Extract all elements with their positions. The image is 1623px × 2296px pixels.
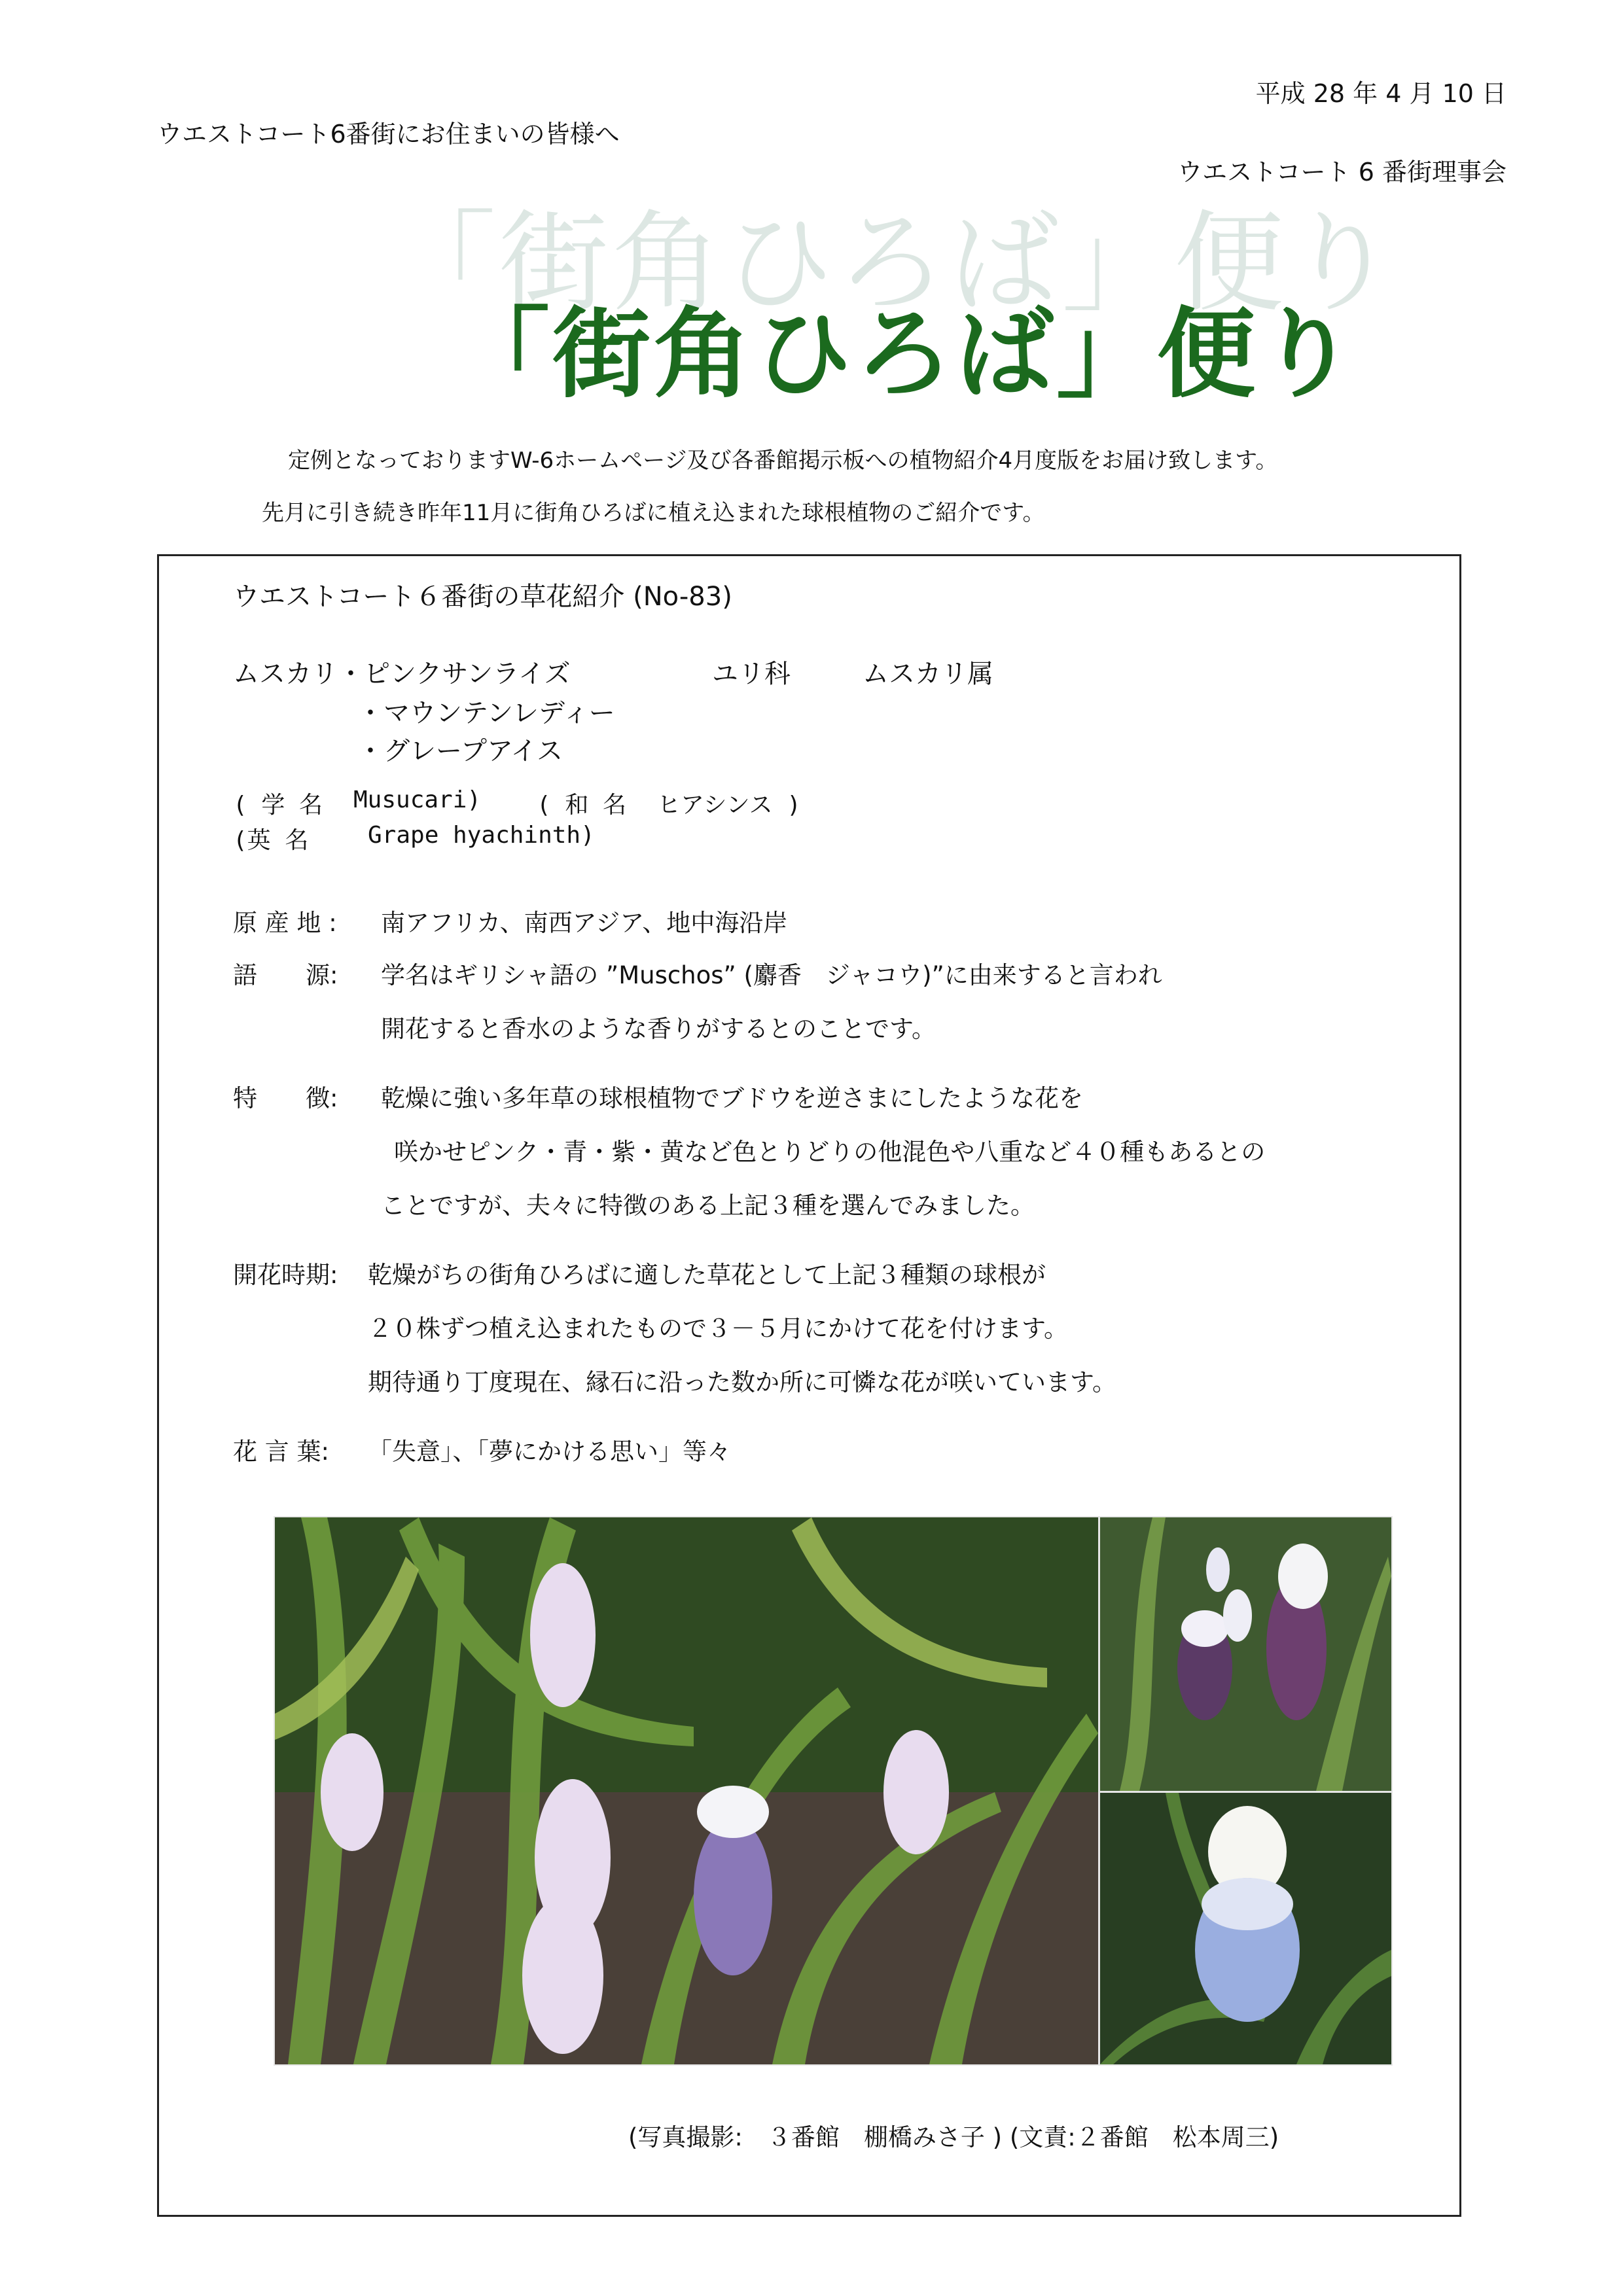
muscari-photo-main bbox=[274, 1516, 1099, 2066]
sender: ウエストコート 6 番街理事会 bbox=[1177, 158, 1507, 186]
muscari-photo-bottom-right bbox=[1099, 1792, 1393, 2066]
jp-name-label: ( 和 名 bbox=[537, 792, 627, 819]
sci-name: Musucari) bbox=[353, 786, 482, 813]
etymology-label: 語 源: bbox=[233, 961, 338, 989]
plant-name: ムスカリ・ピンクサンライズ bbox=[233, 659, 571, 689]
photo-credit: (写真撮影: ３番館 棚橋みさ子 ) (文責:２番館 松本周三) bbox=[628, 2123, 1279, 2151]
features-line-2: 咲かせピンク・青・紫・黄など色とりどりの他混色や八重など４０種もあるとの bbox=[394, 1138, 1266, 1166]
variety-3: ・グレープアイス bbox=[357, 736, 563, 766]
etymology-line-2: 開花すると香水のような香りがするとのことです。 bbox=[381, 1015, 936, 1043]
title-shadow: 「街角ひろば」便り bbox=[386, 199, 1399, 327]
flower-language-text: 「失意」、「夢にかける思い」等々 bbox=[368, 1438, 731, 1466]
en-name-label: (英 名 bbox=[233, 827, 309, 854]
etymology-line-1: 学名はギリシャ語の ”Muschos” (麝香 ジャコウ)”に由来すると言われ bbox=[381, 961, 1162, 989]
flower-language-label: 花 言 葉: bbox=[233, 1438, 329, 1466]
bloom-line-3: 期待通り丁度現在、縁石に沿った数か所に可憐な花が咲いています。 bbox=[368, 1368, 1117, 1396]
plant-family: ユリ科 bbox=[712, 659, 791, 689]
origin-label: 原 産 地 : bbox=[233, 909, 337, 937]
article-heading: ウエストコート６番街の草花紹介 (No-83) bbox=[233, 582, 732, 612]
features-line-1: 乾燥に強い多年草の球根植物でブドウを逆さまにしたような花を bbox=[381, 1084, 1083, 1112]
intro-line-2: 先月に引き続き昨年11月に街角ひろばに植え込まれた球根植物のご紹介です。 bbox=[262, 500, 1045, 526]
sci-name-label: ( 学 名 bbox=[233, 792, 323, 819]
intro-line-1: 定例となっておりますW-6ホームページ及び各番館掲示板への植物紹介4月度版をお届け致します。 bbox=[288, 448, 1278, 474]
variety-2: ・マウンテンレディー bbox=[357, 698, 615, 728]
muscari-photo-top-right bbox=[1099, 1516, 1393, 1792]
jp-name: ヒアシンス ) bbox=[657, 792, 801, 819]
bloom-line-1: 乾燥がちの街角ひろばに適した草花として上記３種類の球根が bbox=[368, 1261, 1046, 1289]
plant-genus: ムスカリ属 bbox=[863, 659, 993, 689]
features-label: 特 徴: bbox=[233, 1084, 338, 1112]
bloom-label: 開花時期: bbox=[233, 1261, 338, 1289]
issue-date: 平成 28 年 4 月 10 日 bbox=[1255, 79, 1507, 108]
bloom-line-2: ２０株ずつ植え込まれたもので３－５月にかけて花を付けます。 bbox=[368, 1315, 1069, 1343]
en-name: Grape hyachinth) bbox=[368, 822, 595, 849]
origin-text: 南アフリカ、南西アジア、地中海沿岸 bbox=[381, 909, 788, 937]
addressee: ウエストコート6番街にお住まいの皆様へ bbox=[157, 120, 620, 149]
features-line-3: ことですが、夫々に特徴のある上記３種を選んでみました。 bbox=[381, 1192, 1035, 1220]
page-title: 「街角ひろば」便り bbox=[452, 296, 1359, 412]
